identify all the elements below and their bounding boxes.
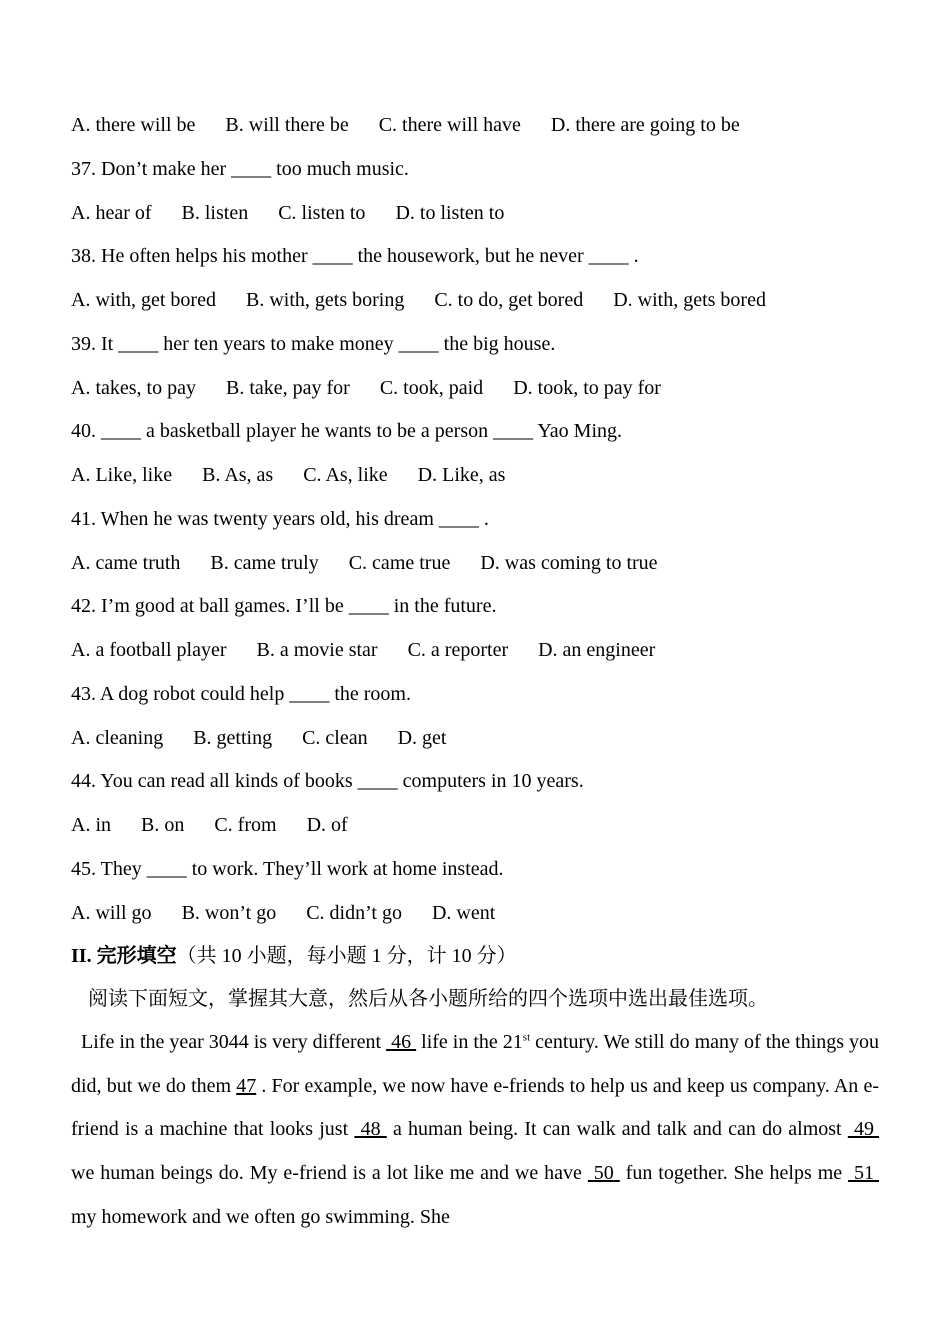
option-b: B. a movie star: [256, 639, 378, 661]
option-b: B. won’t go: [181, 901, 277, 924]
option-a: A. takes, to pay: [71, 376, 196, 399]
option-c: C. a reporter: [407, 639, 509, 661]
passage-text: century. We still do many of the things you did, but we do them: [71, 1031, 880, 1097]
option-c: C. clean: [302, 726, 368, 749]
blank-46: 46: [391, 1031, 412, 1053]
option-b: B. listen: [181, 201, 249, 224]
option-a: A. in: [71, 814, 111, 836]
option-b: B. with, gets boring: [245, 289, 405, 311]
question-text: 43. A dog robot could help ____ the room.: [71, 682, 411, 705]
option-a: A. there will be: [71, 114, 196, 136]
question-text: 42. I’m good at ball games. I’ll be ____ in the future.: [71, 595, 497, 618]
option-row: [71, 901, 495, 925]
option-b: B. As, as: [202, 464, 274, 486]
option-a: A. hear of: [71, 201, 152, 224]
option-c: C. to do, get bored: [434, 289, 584, 311]
option-a: A. will go: [71, 901, 152, 924]
section-note: （共 10 小题，每小题 1 分，计 10 分）: [176, 945, 517, 967]
passage-text: . For example, we now have e-friends to help us and keep us company. An e-friend is a machine that looks just: [71, 1074, 879, 1141]
option-d: D. an engineer: [538, 639, 656, 661]
option-a: A. a football player: [71, 639, 227, 661]
option-row: [71, 638, 655, 662]
question-text: 45. They ____ to work. They’ll work at home instead.: [71, 857, 504, 880]
option-row: [71, 288, 766, 312]
option-c: C. came true: [348, 551, 451, 574]
option-c: C. didn’t go: [306, 901, 402, 924]
question-text: 41. When he was twenty years old, his dream ____ .: [71, 507, 489, 530]
blank-51: 51: [854, 1162, 875, 1185]
option-b: B. take, pay for: [225, 376, 350, 399]
question-text: 44. You can read all kinds of books ____ computers in 10 years.: [71, 770, 584, 793]
option-a: A. Like, like: [71, 464, 173, 486]
section-instruction: 阅读下面短文，掌握其大意，然后从各小题所给的四个选项中选出最佳选项。: [88, 988, 768, 1010]
question-text: 38. He often helps his mother ____ the housework, but he never ____ .: [71, 245, 639, 268]
option-c: C. listen to: [278, 201, 366, 224]
option-b: B. getting: [193, 726, 273, 749]
blank-49: 49: [854, 1118, 875, 1141]
option-d: D. went: [431, 901, 496, 924]
option-c: C. from: [214, 814, 277, 836]
passage-text: fun together. She helps me: [619, 1162, 849, 1185]
blank-47: 47: [236, 1074, 257, 1097]
section-heading: [71, 944, 517, 968]
question-text: 40. ____ a basketball player he wants to be a person ____ Yao Ming.: [71, 420, 623, 443]
option-b: B. on: [141, 814, 185, 836]
option-a: A. with, get bored: [71, 289, 216, 311]
cloze-passage: [71, 1021, 879, 1240]
option-d: D. was coming to true: [480, 551, 658, 574]
option-d: D. of: [306, 814, 348, 836]
option-d: D. get: [397, 726, 447, 749]
option-a: A. cleaning: [71, 726, 164, 749]
passage-text: a human being. It can walk and talk and can do almost: [386, 1118, 848, 1141]
option-row: [71, 201, 504, 225]
section-title: 完形填空: [96, 945, 177, 967]
option-row: [71, 463, 505, 487]
option-row: [71, 813, 348, 837]
passage-text: we human beings do. My e-friend is a lot like me and we have: [71, 1162, 588, 1185]
ordinal-suffix: st: [522, 1031, 531, 1044]
option-d: D. Like, as: [417, 464, 506, 486]
option-c: C. As, like: [303, 464, 388, 486]
option-row: [71, 376, 661, 400]
option-d: D. to listen to: [395, 201, 505, 224]
option-b: B. will there be: [225, 114, 349, 136]
question-text: 39. It ____ her ten years to make money ____ the big house.: [71, 332, 556, 355]
option-d: D. with, gets bored: [613, 289, 766, 311]
option-c: C. took, paid: [379, 376, 484, 399]
option-d: D. took, to pay for: [513, 376, 661, 399]
passage-text: my homework and we often go swimming. She: [71, 1205, 450, 1228]
passage-text: life in the 21: [416, 1031, 523, 1053]
option-d: D. there are going to be: [550, 114, 740, 136]
blank-48: 48: [360, 1118, 381, 1141]
option-b: B. came truly: [210, 551, 319, 574]
option-row: [71, 726, 447, 750]
option-row: [71, 551, 658, 575]
section-number: II.: [71, 945, 92, 967]
option-c: C. there will have: [378, 114, 521, 136]
passage-text: Life in the year 3044 is very different: [81, 1031, 387, 1053]
blank-50: 50: [593, 1162, 614, 1185]
option-row: [71, 113, 740, 137]
question-text: 37. Don’t make her ____ too much music.: [71, 157, 409, 180]
option-a: A. came truth: [71, 551, 181, 574]
